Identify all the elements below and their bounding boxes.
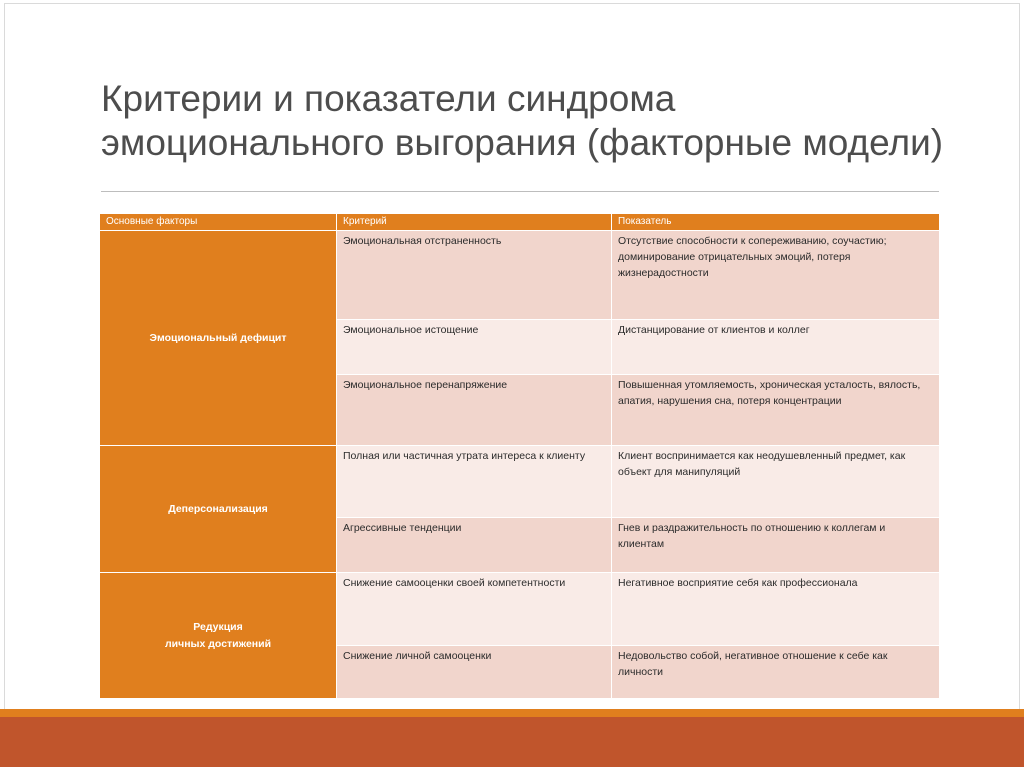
slide-title	[101, 77, 961, 165]
criterion-cell: Снижение самооценки своей компетентности	[337, 573, 611, 645]
slide-title-line-2: эмоционального выгорания (факторные модели)	[101, 122, 944, 163]
indicator-cell: Отсутствие способности к сопереживанию, соучастию; доминирование отрицательных эмоций, потеря жизнерадостности	[612, 231, 939, 319]
indicator-cell: Гнев и раздражительность по отношению к коллегам и клиентам	[612, 518, 939, 572]
criterion-cell: Эмоциональная отстраненность	[337, 231, 611, 319]
factor-label: Эмоциональный дефицит	[149, 331, 287, 344]
criterion-cell: Эмоциональное перенапряжение	[337, 375, 611, 445]
factor-label: Редукция личных достижений	[164, 620, 272, 650]
title-divider	[101, 191, 939, 192]
indicator-cell: Повышенная утомляемость, хроническая усталость, вялость, апатия, нарушения сна, потеря концентрации	[612, 375, 939, 445]
criteria-table	[100, 214, 939, 691]
footer-accent-bar	[0, 709, 1024, 717]
indicator-cell: Негативное восприятие себя как профессионала	[612, 573, 939, 645]
header-factors: Основные факторы	[100, 214, 336, 230]
criterion-cell: Снижение личной самооценки	[337, 646, 611, 698]
header-criterion: Критерий	[337, 214, 611, 230]
factor-depersonalization	[100, 446, 336, 572]
criterion-cell: Эмоциональное истощение	[337, 320, 611, 374]
criterion-cell: Агрессивные тенденции	[337, 518, 611, 572]
indicator-cell: Клиент воспринимается как неодушевленный предмет, как объект для манипуляций	[612, 446, 939, 517]
criterion-cell: Полная или частичная утрата интереса к клиенту	[337, 446, 611, 517]
slide-title-line-1: Критерии и показатели синдрома	[101, 78, 676, 119]
indicator-cell: Недовольство собой, негативное отношение к себе как личности	[612, 646, 939, 698]
factor-label: Деперсонализация	[168, 502, 268, 515]
footer-band	[0, 717, 1024, 767]
factor-emotional-deficit	[100, 231, 336, 445]
indicator-cell: Дистанцирование от клиентов и коллег	[612, 320, 939, 374]
header-indicator: Показатель	[612, 214, 939, 230]
factor-reduction-achievements	[100, 573, 336, 698]
